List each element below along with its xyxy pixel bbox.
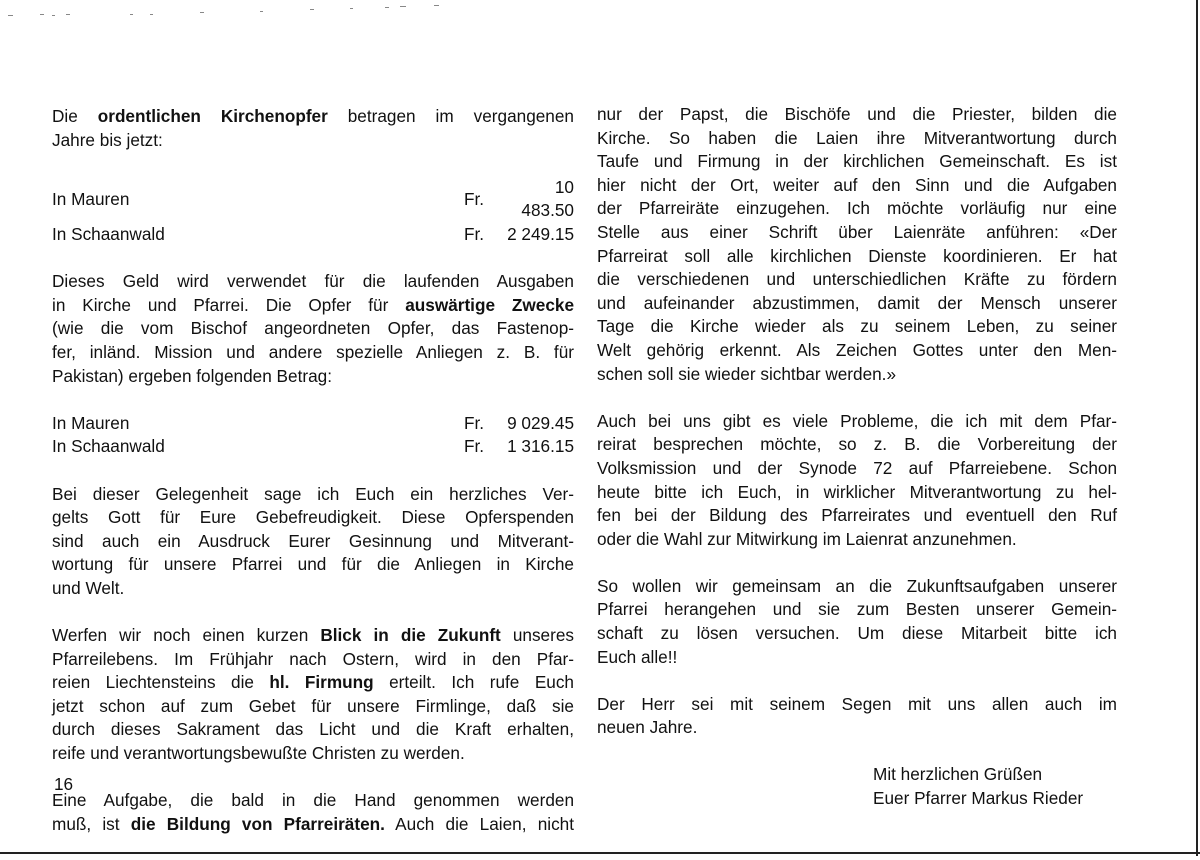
scan-specks: [0, 0, 1200, 30]
left-column: [52, 105, 574, 860]
collections-table-1: [52, 176, 574, 247]
table-row: In Mauren Fr. 9 029.45: [52, 412, 574, 433]
emphasis-confirmation: hl. Firmung: [269, 672, 374, 693]
paragraph-collections-intro: Die ordentlichen Kirchenopfer betragen im vergangenen Jahre bis jetzt:: [52, 106, 574, 150]
table-row: In Schaanwald Fr. 2 249.15: [52, 223, 574, 244]
paragraph-together: So wollen wir gemeinsam an die Zukunftsaufgaben unserer Pfarrei herangehen und sie zum Besten unserer Gemein- schaft zu lösen versuchen. Um diese Mitarbeit bitte ich Euch alle!!: [597, 575, 1117, 667]
right-column: [597, 103, 1117, 810]
signature-name: Euer Pfarrer Markus Rieder: [873, 787, 1084, 808]
emphasis-parish-councils: die Bildung von Pfarreiräten.: [130, 813, 385, 834]
closing-signature: [873, 762, 1117, 810]
table-row: In Mauren Fr. 10 483.50: [52, 176, 574, 221]
paragraph-problems: Auch bei uns gibt es viele Probleme, die ich mit dem Pfar- reirat besprechen möchte, so z. B. die Vorbereitung der Volksmission und der Synode 72 auf Pfarreiebene. Schon heute bitte ich Euch, in wirklicher Mitverantwortung zu hel- fen bei der Bildung des Pfarreirates und eventuell den Ruf oder die Wahl zur Mitwirkung im Laienrat anzunehmen.: [597, 410, 1117, 549]
page-edge-right: [1196, 0, 1198, 856]
paragraph-councils: Eine Aufgabe, die bald in die Hand genommen werden muß, ist die Bildung von Pfarreiräten. Auch die Laien, nicht: [52, 790, 575, 834]
closing-greeting: Mit herzlichen Grüßen: [873, 763, 1043, 784]
paragraph-blessing: Der Herr sei mit seinem Segen mit uns allen auch im neuen Jahre.: [597, 693, 1117, 738]
paragraph-future: Werfen wir noch einen kurzen Blick in die Zukunft unseres Pfarreilebens. Im Frühjahr nach Ostern, wird in den Pfar- reien Liechtensteins die hl. Firmung erteilt. Ich rufe Euch jetzt schon auf zum Gebet für unsere Firmlinge, daß sie durch dieses Sakrament das Licht und die Kraft erhalten, reife und verantwortungsbewußte Christen zu werden.: [52, 625, 574, 764]
page-number: 16: [54, 774, 74, 794]
collections-table-2: [52, 412, 574, 459]
emphasis-ordinary-collections: ordentlichen Kirchenopfer: [97, 106, 328, 126]
table-row: In Schaanwald Fr. 1 316.15: [52, 436, 574, 457]
paragraph-laity: nur der Papst, die Bischöfe und die Priester, bilden die Kirche. So haben die Laien ihre Mitverantwortung durch Taufe und Firmung in der kirchlichen Gemeinschaft. Es ist hier nicht der Ort, weiter auf den Sinn und die Aufgaben der Pfarreiräte einzugehen. Ich möchte vorläufig nur eine Stelle aus einer Schrift über Laienräte anführen: «Der Pfarreirat soll alle kirchlichen Dienste koordinieren. Er hat die verschiedenen und unterschiedlichen Kräfte zu fördern und aufeinander abzustimmen, damit der Mensch unserer Tage die Kirche wieder als zu seinem Leben, zu seiner Welt gehörig erkennt. Als Zeichen Gottes unter den Men- schen soll sie wieder sichtbar werden.»: [597, 104, 1117, 384]
emphasis-external-purposes: auswärtige Zwecke: [405, 294, 574, 315]
paragraph-thanks: Bei dieser Gelegenheit sage ich Euch ein herzliches Ver- gelts Gott für Eure Gebefreudigkeit. Diese Opferspenden sind auch ein Ausdruck Eurer Gesinnung und Mitverant- wortung für unsere Pfarrei und für die Anliegen in Kirche und Welt.: [52, 483, 574, 598]
paragraph-usage: Dieses Geld wird verwendet für die laufenden Ausgaben in Kirche und Pfarrei. Die Opfer für auswärtige Zwecke (wie die vom Bischof angeordneten Opfer, das Fastenop- fer, inländ. Mission und andere spezielle Anliegen z. B. für Pakistan) ergeben folgenden Betrag:: [52, 271, 574, 386]
emphasis-future: Blick in die Zukunft: [320, 625, 501, 646]
